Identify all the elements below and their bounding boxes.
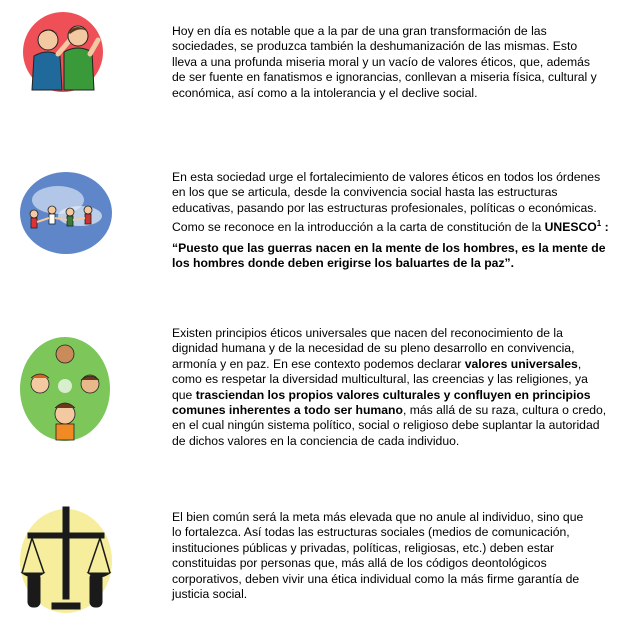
text-segment: armonía y en paz. — [172, 356, 270, 371]
text-segment: , — [577, 356, 582, 371]
text-segment: que — [172, 387, 196, 402]
text-segment: , más allá de su raza, cultura o credo, — [402, 403, 607, 418]
unesco-label: UNESCO — [544, 220, 597, 235]
text-line: lleva a una profunda miseria moral y un vacío de valores éticos, que, además — [172, 54, 590, 69]
text-line: en los que se articula, desde la convivencia social hasta las estructuras — [172, 185, 558, 200]
quote-line: “Puesto que las guerras nacen en la mente de los hombres, es la mente de — [172, 240, 606, 255]
text-line — [172, 388, 638, 403]
text-line: Existen principios éticos universales que nacen del reconocimiento de la — [172, 326, 563, 340]
text-line: instituciones públicas y privadas, políticas, religiosas, etc.) deben estar — [172, 540, 555, 555]
text-line: de ser fuente en fanatismos e ignorancias, conllevan a miseria física, cultural y — [172, 70, 597, 85]
bold-phrase: comunes inherentes a todo ser humano — [172, 403, 403, 418]
footnote-marker: 1 — [596, 219, 602, 229]
paragraph-common-good — [172, 510, 638, 602]
diverse-children-circle-illustration — [18, 334, 112, 444]
text-line: educativas, pasando por las estructuras profesionales, políticas o económicas. — [172, 200, 597, 215]
text-line: económica, así como a la intolerancia y el declive social. — [172, 85, 478, 100]
text-line: sociedades, se produzca también la deshumanización de las mismas. Esto — [172, 39, 578, 54]
text-line — [172, 403, 638, 418]
text-line: justicia social. — [172, 587, 248, 602]
scales-of-justice-illustration — [18, 503, 114, 615]
paragraph-universal-principles — [172, 326, 638, 449]
bold-phrase: trasciendan los propios valores culturales y confluyen en principios — [195, 387, 591, 402]
children-holding-hands-illustration — [18, 170, 114, 256]
text-line: Hoy en día es notable que a la par de una gran transformación de las — [172, 24, 547, 38]
text-line: de dichos valores en la conciencia de cada individuo. — [172, 433, 460, 448]
text-line: lo fortalezca. Así todas las estructuras sociales (medios de comunicación, — [172, 525, 570, 540]
text-line — [172, 216, 638, 235]
paragraph-dehumanization — [172, 24, 638, 101]
quote-line: los hombres donde deben erigirse los baluartes de la paz”. — [172, 256, 515, 271]
two-boys-arguing-illustration — [20, 10, 106, 92]
text-segment: Como se reconoce en la introducción a la carta de constitución de la — [172, 220, 545, 235]
text-line: corporativos, deben vivir una ética individual como la más firme garantía de — [172, 571, 580, 586]
text-segment: En ese contexto podemos declarar — [269, 356, 465, 371]
text-line: constituidas por personas que, más allá de los códigos deontológicos — [172, 556, 547, 571]
text-line: En esta sociedad urge el fortalecimiento de valores éticos en todos los órdenes — [172, 170, 601, 184]
unesco-quote — [172, 241, 638, 272]
text-line: El bien común será la meta más elevada que no anule al individuo, sino que — [172, 510, 584, 524]
text-line: en el cual ningún sistema político, social o religioso debe suplantar la autoridad — [172, 418, 600, 433]
bold-phrase: valores universales — [464, 356, 578, 371]
paragraph-society-values — [172, 170, 638, 272]
text-line: dignidad humana y de la necesidad de su pleno desarrollo en convivencia, — [172, 341, 575, 356]
text-line: como es respetar la diversidad multicultural, las creencias y las religiones, ya — [172, 372, 588, 387]
text-line — [172, 357, 638, 372]
colon-mark: : — [601, 220, 609, 235]
